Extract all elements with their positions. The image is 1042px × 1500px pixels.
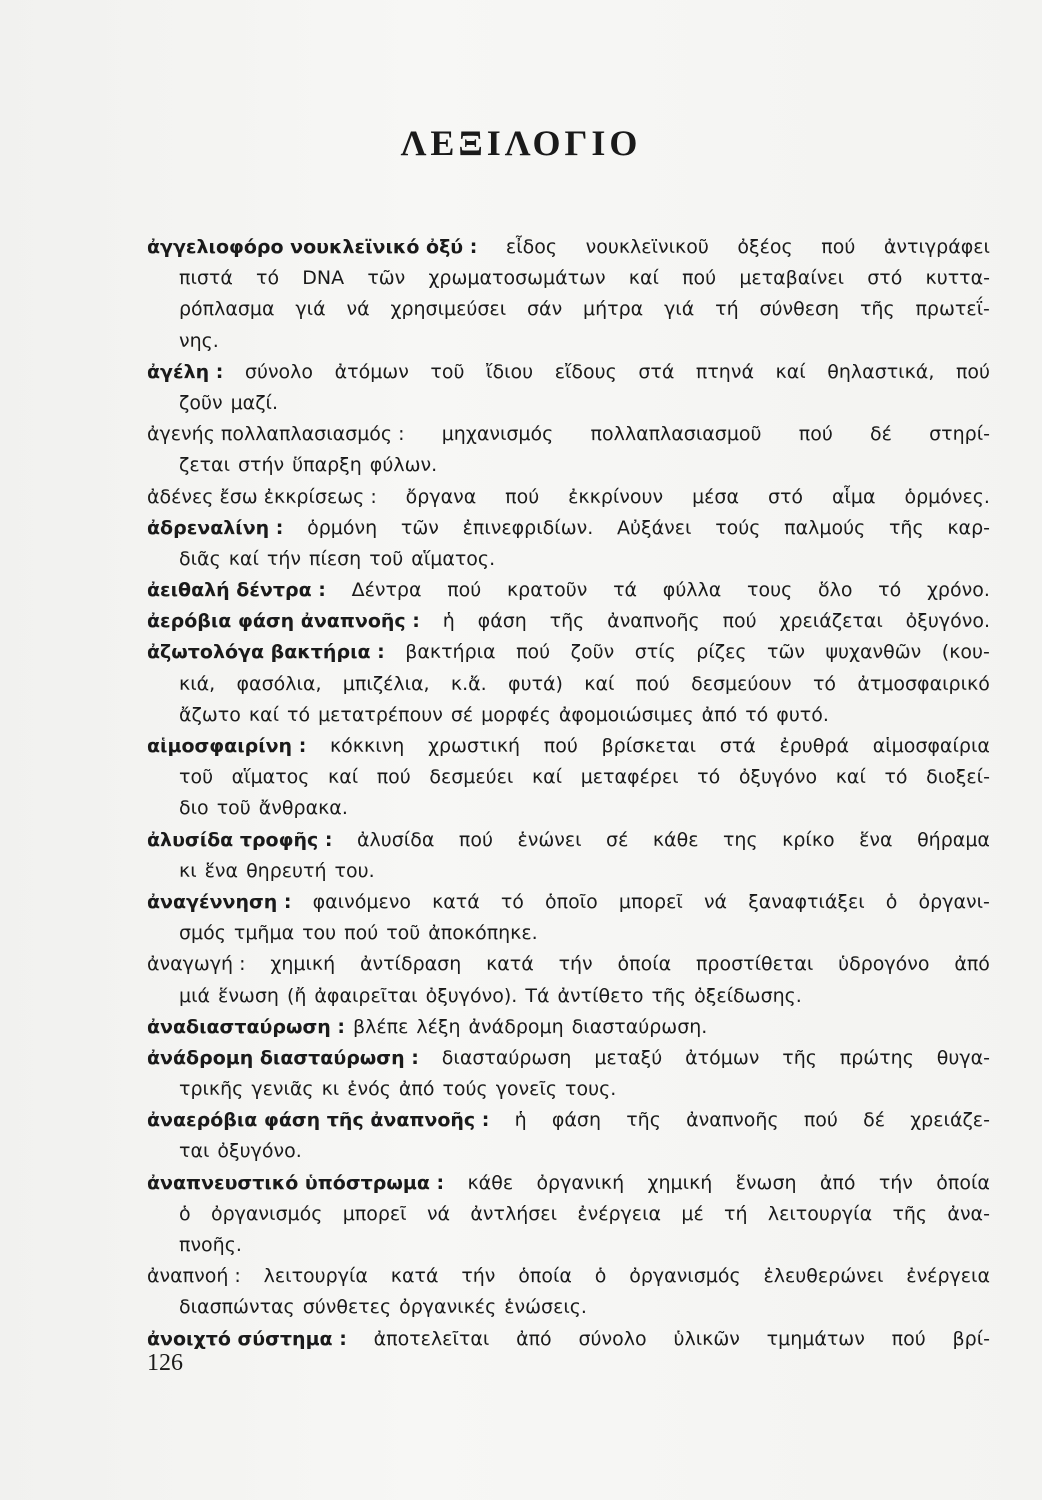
entry-first-line: ἀναγωγή : χημική ἀντίδραση κατά τήν ὁποία προστίθεται ὑδρογόνο ἀπό xyxy=(147,949,990,980)
entry-term: ἀγέλη : xyxy=(147,360,224,383)
entry-continuation-line: ζοῦν μαζί. xyxy=(179,391,278,414)
entry-continuation-line: ται ὀξυγόνο. xyxy=(179,1140,302,1163)
entry-first-line: ἀναπνοή : λειτουργία κατά τήν ὁποία ὁ ὀργανισμός ἐλευθερώνει ἐνέργεια xyxy=(147,1261,990,1292)
entry-first-line: ἀγγελιοφόρο νουκλεϊνικό ὀξύ : εἶδος νουκλεϊνικοῦ ὀξέος πού ἀντιγράφει xyxy=(147,232,990,263)
glossary-entry xyxy=(147,887,990,949)
entry-term: ἀζωτολόγα βακτήρια : xyxy=(147,641,385,664)
entry-term: ἀερόβια φάση ἀναπνοῆς : xyxy=(147,610,420,633)
entry-term: ἀναδιασταύρωση : xyxy=(147,1015,346,1038)
glossary-entry xyxy=(147,1261,990,1323)
glossary-entry xyxy=(147,1012,990,1043)
glossary-entry xyxy=(147,482,990,513)
entry-continuation-line: πνοῆς. xyxy=(179,1234,242,1256)
glossary-entry xyxy=(147,232,990,357)
entry-first-line: ἀδρεναλίνη : ὁρμόνη τῶν ἐπινεφριδίων. Αὐξάνει τούς παλμούς τῆς καρ- xyxy=(147,513,990,544)
entry-continuation-line: διο τοῦ ἄνθρακα. xyxy=(179,797,348,820)
entry-continuation-line: διᾶς καί τήν πίεση τοῦ αἵματος. xyxy=(179,547,496,570)
entry-continuation-line: πιστά τό DNA τῶν χρωματοσωμάτων καί πού μεταβαίνει στό κυττα- xyxy=(179,267,990,290)
entry-continuation-line: ὁ ὀργανισμός μπορεῖ νά ἀντλήσει ἐνέργεια μέ τή λειτουργία τῆς ἀνα- xyxy=(179,1202,990,1225)
entry-continuation-line: διασπώντας σύνθετες ὀργανικές ἑνώσεις. xyxy=(179,1296,587,1319)
entry-continuation-line: μιά ἕνωση (ἤ ἀφαιρεῖται ὀξυγόνο). Τά ἀντίθετο τῆς ὀξείδωσης. xyxy=(179,984,802,1007)
entry-continuation-line: κιά, φασόλια, μπιζέλια, κ.ἄ. φυτά) καί πού δεσμεύουν τό ἀτμοσφαιρικό xyxy=(179,672,990,695)
entry-first-line: ἀνάδρομη διασταύρωση : διασταύρωση μεταξύ ἀτόμων τῆς πρώτης θυγα- xyxy=(147,1043,990,1074)
entry-term: ἀναερόβια φάση τῆς ἀναπνοῆς : xyxy=(147,1109,490,1132)
glossary-entry xyxy=(147,1105,990,1167)
entry-continuation-line: ρόπλασμα γιά νά χρησιμεύσει σάν μήτρα γιά τή σύνθεση τῆς πρωτεΐ- xyxy=(179,298,990,321)
entry-term: ἀγγελιοφόρο νουκλεϊνικό ὀξύ : xyxy=(147,236,478,258)
entry-term: ἀλυσίδα τροφῆς : xyxy=(147,828,333,851)
entry-first-line: ἀναερόβια φάση τῆς ἀναπνοῆς : ἡ φάση τῆς ἀναπνοῆς πού δέ χρειάζε- xyxy=(147,1105,990,1136)
glossary-entry xyxy=(147,575,990,606)
page-title: ΛΕΞΙΛΟΓΙΟ xyxy=(400,123,642,163)
entry-first-line: ἀειθαλή δέντρα : Δέντρα πού κρατοῦν τά φύλλα τους ὅλο τό χρόνο. xyxy=(147,575,990,606)
page-number: 126 xyxy=(147,1350,183,1376)
entry-term: ἀναπνευστικό ὑπόστρωμα : xyxy=(147,1171,445,1194)
entry-term: ἀνάδρομη διασταύρωση : xyxy=(147,1046,419,1069)
entry-continuation-line: τρικῆς γενιᾶς κι ἑνός ἀπό τούς γονεῖς τους. xyxy=(179,1078,617,1101)
entry-term: ἀνοιχτό σύστημα : xyxy=(147,1327,347,1350)
entry-continuation-line: κι ἕνα θηρευτή του. xyxy=(179,859,375,882)
entry-first-line: ἀναπνευστικό ὑπόστρωμα : κάθε ὀργανική χημική ἕνωση ἀπό τήν ὁποία xyxy=(147,1168,990,1199)
entry-term: ἀναγέννηση : xyxy=(147,890,292,913)
entry-term: ἀδρεναλίνη : xyxy=(147,516,284,539)
entry-first-line: ἀερόβια φάση ἀναπνοῆς : ἡ φάση τῆς ἀναπνοῆς πού χρειάζεται ὀξυγόνο. xyxy=(147,606,990,637)
glossary-entries xyxy=(147,232,990,1355)
glossary-entry xyxy=(147,606,990,637)
entry-first-line: ἀναδιασταύρωση : βλέπε λέξη ἀνάδρομη διασταύρωση. xyxy=(147,1012,990,1043)
glossary-entry xyxy=(147,357,990,419)
entry-first-line: αἱμοσφαιρίνη : κόκκινη χρωστική πού βρίσκεται στά ἐρυθρά αἱμοσφαίρια xyxy=(147,731,990,762)
entry-term: ἀναπνοή : xyxy=(147,1265,241,1288)
entry-continuation-line: ζεται στήν ὕπαρξη φύλων. xyxy=(179,454,438,477)
glossary-entry xyxy=(147,637,990,731)
entry-first-line: ἀζωτολόγα βακτήρια : βακτήρια πού ζοῦν στίς ρίζες τῶν ψυχανθῶν (κου- xyxy=(147,637,990,668)
entry-first-line: ἀγενής πολλαπλασιασμός : μηχανισμός πολλαπλασιασμοῦ πού δέ στηρί- xyxy=(147,419,990,450)
glossary-entry xyxy=(147,419,990,481)
glossary-entry xyxy=(147,1043,990,1105)
glossary-entry xyxy=(147,825,990,887)
entry-term: αἱμοσφαιρίνη : xyxy=(147,735,307,757)
entry-continuation-line: νης. xyxy=(179,329,219,352)
entry-continuation-line: τοῦ αἵματος καί πού δεσμεύει καί μεταφέρει τό ὀξυγόνο καί τό διοξεί- xyxy=(179,766,990,789)
entry-first-line: ἀδένες ἔσω ἐκκρίσεως : ὄργανα πού ἐκκρίνουν μέσα στό αἷμα ὁρμόνες. xyxy=(147,482,990,513)
entry-first-line: ἀνοιχτό σύστημα : ἀποτελεῖται ἀπό σύνολο ὑλικῶν τμημάτων πού βρί- xyxy=(147,1324,990,1355)
entry-continuation-line: σμός τμῆμα του πού τοῦ ἀποκόπηκε. xyxy=(179,922,538,945)
entry-first-line: ἀναγέννηση : φαινόμενο κατά τό ὁποῖο μπορεῖ νά ξαναφτιάξει ὁ ὀργανι- xyxy=(147,887,990,918)
glossary-entry xyxy=(147,1324,990,1355)
entry-term: ἀειθαλή δέντρα : xyxy=(147,579,326,602)
glossary-entry xyxy=(147,949,990,1011)
entry-continuation-line: ἄζωτο καί τό μετατρέπουν σέ μορφές ἀφομοιώσιμες ἀπό τό φυτό. xyxy=(179,703,829,726)
entry-first-line: ἀγέλη : σύνολο ἀτόμων τοῦ ἴδιου εἴδους στά πτηνά καί θηλαστικά, πού xyxy=(147,357,990,388)
glossary-entry xyxy=(147,731,990,825)
entry-term: ἀγενής πολλαπλασιασμός : xyxy=(147,423,405,446)
glossary-entry xyxy=(147,1168,990,1262)
entry-term: ἀναγωγή : xyxy=(147,953,246,976)
glossary-entry xyxy=(147,513,990,575)
entry-first-line: ἀλυσίδα τροφῆς : ἀλυσίδα πού ἑνώνει σέ κάθε της κρίκο ἕνα θήραμα xyxy=(147,825,990,856)
entry-term: ἀδένες ἔσω ἐκκρίσεως : xyxy=(147,485,377,508)
